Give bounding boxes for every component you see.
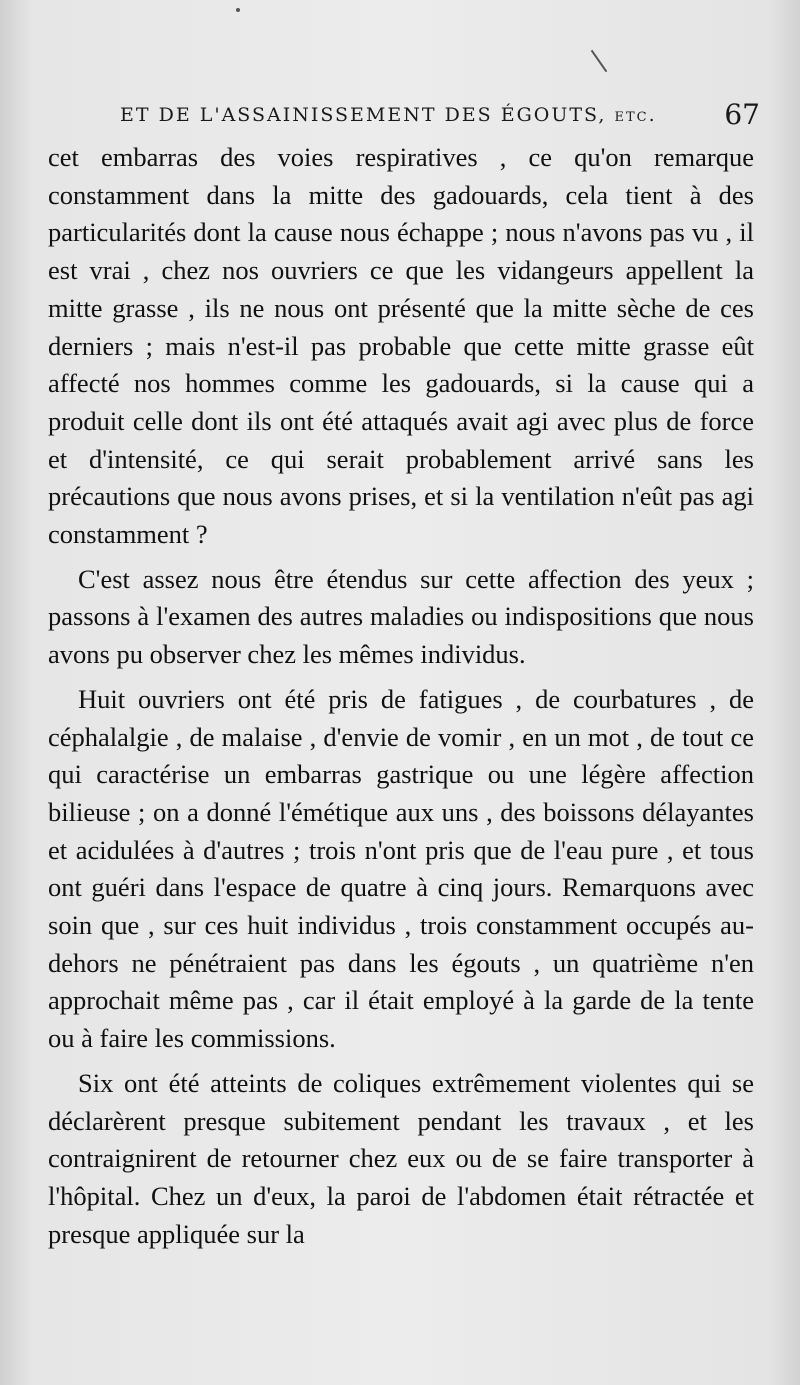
running-head: ET DE L'ASSAINISSEMENT DES ÉGOUTS, etc.	[120, 104, 657, 126]
page-header	[48, 98, 760, 138]
page-number: 67	[724, 98, 760, 131]
paragraph: Six ont été atteints de coliques extrêmement violentes qui se déclarèrent presque subitement pendant les travaux , et les contraignirent de retourner chez eux ou de se faire transporter à l'hôpital. Chez un d'eux, la paroi de l'abdomen était rétractée et presque appliquée sur la	[48, 1067, 754, 1249]
body-text	[48, 139, 754, 1253]
paragraph: Huit ouvriers ont été pris de fatigues , de courbatures , de céphalalgie , de malaise , d'envie de vomir , en un mot , de tout ce qui caractérise un embarras gastrique ou une légère affection bilieuse ; on a donné l'émétique aux uns , des boissons délayantes et acidulées à d'autres ; trois n'ont pris que de l'eau pure , et tous ont guéri dans l'espace de quatre à cinq jours. Remarquons avec soin que , sur ces huit individus , trois constamment occupés au-dehors ne pénétraient pas dans les égouts , un quatrième n'en approchait même pas , car il était employé à la garde de la tente ou à faire les commissions.	[48, 683, 754, 1054]
ink-speck	[236, 8, 240, 12]
paragraph: C'est assez nous être étendus sur cette affection des yeux ; passons à l'examen des autres maladies ou indispositions que nous avons pu observer chez les mêmes individus.	[48, 563, 754, 670]
ink-stroke	[591, 50, 608, 72]
paragraph: cet embarras des voies respiratives , ce qu'on remarque constamment dans la mitte des gadouards, cela tient à des particularités dont la cause nous échappe ; nous n'avons pas vu , il est vrai , chez nos ouvriers ce que les vidangeurs appellent la mitte grasse , ils ne nous ont présenté que la mitte sèche de ces derniers ; mais n'est-il pas probable que cette mitte grasse eût affecté nos hommes comme les gadouards, si la cause qui a produit celle dont ils ont été attaqués avait agi avec plus de force et d'intensité, ce qui serait probablement arrivé sans les précautions que nous avons prises, et si la ventilation n'eût pas agi constamment ?	[48, 142, 754, 550]
